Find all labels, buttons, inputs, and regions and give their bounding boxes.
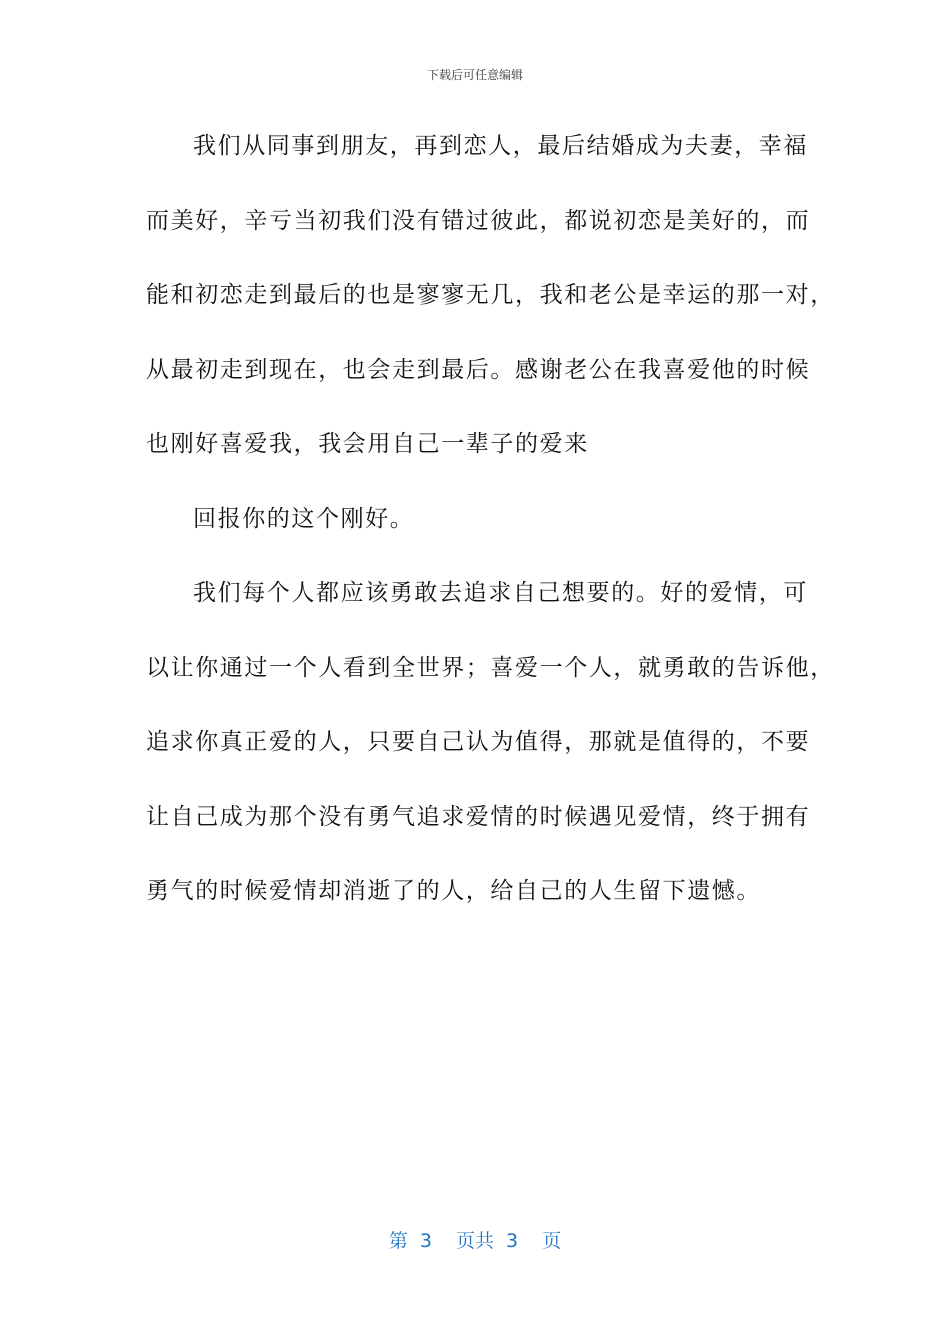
text-line: 从最初走到现在，也会走到最后。感谢老公在我喜爱他的时候 [146, 356, 811, 383]
page-number-footer [0, 1226, 950, 1253]
page-header: 下载后可任意编辑 [426, 68, 523, 82]
page-number-text: 第 3 页共 3 页 [388, 1230, 562, 1252]
text-line: 勇气的时候爱情却消逝了的人，给自己的人生留下遗憾。 [146, 878, 761, 904]
text-line: 回报你的这个刚好。 [193, 505, 415, 532]
text-line: 以让你通过一个人看到全世界；喜爱一个人，就勇敢的告诉他， [146, 654, 835, 681]
document-body [146, 126, 835, 946]
paragraph-2 [146, 499, 826, 574]
text-line: 我们每个人都应该勇敢去追求自己想要的。好的爱情，可 [193, 580, 808, 606]
paragraph-3 [146, 573, 835, 946]
text-line: 我们从同事到朋友，再到恋人，最后结婚成为夫妻，幸福 [193, 133, 808, 159]
text-line: 能和初恋走到最后的也是寥寥无几，我和老公是幸运的那一对， [146, 282, 835, 308]
text-line: 而美好，辛亏当初我们没有错过彼此，都说初恋是美好的，而 [146, 207, 811, 234]
text-line: 也刚好喜爱我，我会用自己一辈子的爱来 [146, 431, 589, 457]
text-line: 让自己成为那个没有勇气追求爱情的时候遇见爱情，终于拥有 [146, 803, 811, 830]
paragraph-1 [146, 126, 835, 499]
text-line: 追求你真正爱的人，只要自己认为值得，那就是值得的，不要 [146, 729, 811, 755]
